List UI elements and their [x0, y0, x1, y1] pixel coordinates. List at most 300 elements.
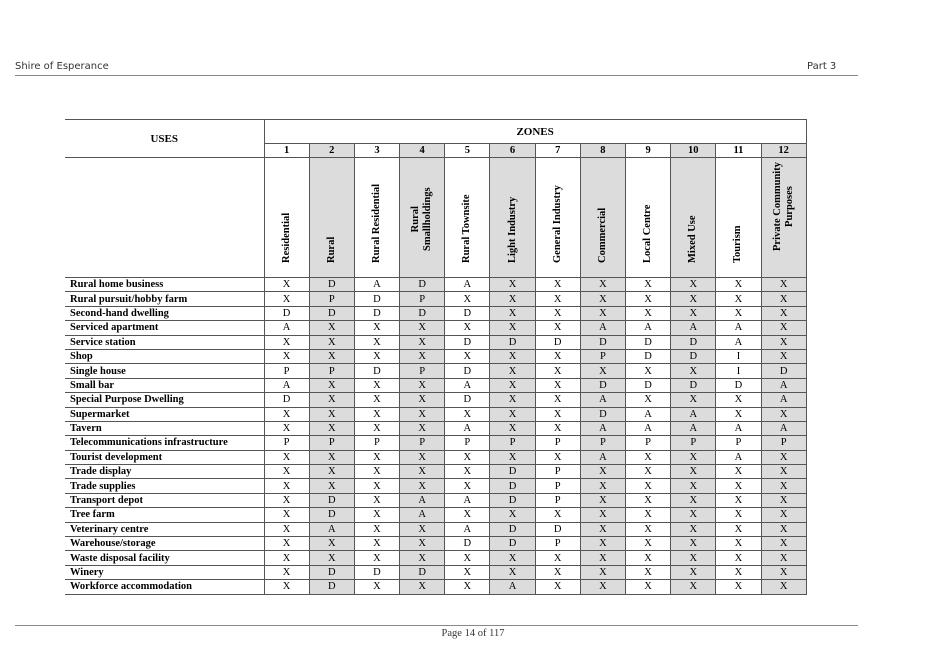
permission-cell: P — [309, 292, 354, 306]
table-row — [65, 465, 806, 479]
permission-cell: D — [490, 479, 535, 493]
zone-name-label: Residential — [280, 212, 292, 263]
zone-number: 10 — [671, 144, 716, 158]
table-row — [65, 508, 806, 522]
permission-cell: X — [264, 565, 309, 579]
permission-cell: X — [309, 393, 354, 407]
zone-number: 9 — [626, 144, 671, 158]
permission-cell: X — [626, 580, 671, 594]
permission-cell: X — [580, 580, 625, 594]
permission-cell: X — [445, 349, 490, 363]
permission-cell: X — [761, 522, 806, 536]
permission-cell: X — [309, 551, 354, 565]
zoning-table — [65, 119, 807, 595]
permission-cell: X — [400, 393, 445, 407]
permission-cell: P — [490, 436, 535, 450]
permission-cell: X — [400, 537, 445, 551]
permission-cell: X — [264, 465, 309, 479]
permission-cell: X — [400, 407, 445, 421]
permission-cell: D — [626, 378, 671, 392]
zone-name-label: Light Industry — [506, 196, 518, 263]
document-header-part: Part 3 — [807, 61, 837, 72]
permission-cell: A — [626, 421, 671, 435]
zone-name — [309, 158, 354, 278]
permission-cell: X — [400, 551, 445, 565]
document-header-title: Shire of Esperance — [15, 61, 109, 72]
permission-cell: A — [761, 393, 806, 407]
permission-cell: X — [490, 364, 535, 378]
permission-cell: A — [761, 378, 806, 392]
use-name: Supermarket — [65, 407, 264, 421]
permission-cell: X — [580, 522, 625, 536]
use-name: Shop — [65, 349, 264, 363]
permission-cell: X — [716, 479, 761, 493]
table-row — [65, 479, 806, 493]
use-name: Workforce accommodation — [65, 580, 264, 594]
use-name: Small bar — [65, 378, 264, 392]
permission-cell: X — [580, 292, 625, 306]
permission-cell: X — [264, 522, 309, 536]
permission-cell: A — [445, 278, 490, 292]
permission-cell: A — [264, 321, 309, 335]
permission-cell: X — [580, 508, 625, 522]
zone-number: 12 — [761, 144, 806, 158]
permission-cell: X — [671, 479, 716, 493]
permission-cell: D — [761, 364, 806, 378]
permission-cell: X — [264, 551, 309, 565]
permission-cell: D — [309, 508, 354, 522]
permission-cell: D — [264, 393, 309, 407]
permission-cell: X — [490, 378, 535, 392]
permission-cell: A — [309, 522, 354, 536]
permission-cell: D — [264, 306, 309, 320]
permission-cell: P — [264, 436, 309, 450]
permission-cell: X — [535, 393, 580, 407]
permission-cell: X — [761, 479, 806, 493]
permission-cell: X — [490, 450, 535, 464]
permission-cell: A — [671, 421, 716, 435]
zone-name-label: Local Centre — [642, 204, 654, 263]
permission-cell: X — [761, 537, 806, 551]
permission-cell: X — [716, 537, 761, 551]
permission-cell: X — [535, 450, 580, 464]
permission-cell: X — [309, 321, 354, 335]
use-name: Telecommunications infrastructure — [65, 436, 264, 450]
use-name: Waste disposal facility — [65, 551, 264, 565]
permission-cell: P — [309, 436, 354, 450]
permission-cell: X — [354, 508, 399, 522]
zone-name — [716, 158, 761, 278]
permission-cell: P — [580, 349, 625, 363]
zone-number: 2 — [309, 144, 354, 158]
permission-cell: X — [535, 321, 580, 335]
zone-number: 7 — [535, 144, 580, 158]
permission-cell: X — [490, 551, 535, 565]
permission-cell: X — [309, 407, 354, 421]
permission-cell: A — [671, 321, 716, 335]
permission-cell: A — [761, 421, 806, 435]
use-name: Trade display — [65, 465, 264, 479]
permission-cell: X — [626, 551, 671, 565]
permission-cell: X — [354, 393, 399, 407]
permission-cell: X — [671, 522, 716, 536]
use-name: Serviced apartment — [65, 321, 264, 335]
permission-cell: X — [264, 580, 309, 594]
permission-cell: X — [490, 321, 535, 335]
permission-cell: D — [400, 306, 445, 320]
permission-cell: X — [309, 465, 354, 479]
permission-cell: X — [535, 565, 580, 579]
zone-name — [264, 158, 309, 278]
permission-cell: X — [716, 522, 761, 536]
permission-cell: D — [671, 378, 716, 392]
table-row — [65, 551, 806, 565]
permission-cell: X — [626, 465, 671, 479]
permission-cell: X — [535, 421, 580, 435]
permission-cell: D — [309, 580, 354, 594]
permission-cell: X — [400, 421, 445, 435]
permission-cell: X — [490, 292, 535, 306]
zone-name-label: Private Community Purposes — [771, 162, 795, 251]
permission-cell: X — [580, 493, 625, 507]
zone-name — [445, 158, 490, 278]
zone-number: 4 — [400, 144, 445, 158]
permission-cell: X — [354, 479, 399, 493]
permission-cell: D — [445, 335, 490, 349]
permission-cell: D — [400, 565, 445, 579]
permission-cell: X — [354, 493, 399, 507]
permission-cell: D — [535, 335, 580, 349]
permission-cell: X — [400, 465, 445, 479]
permission-cell: D — [445, 537, 490, 551]
zone-name — [535, 158, 580, 278]
permission-cell: X — [445, 407, 490, 421]
permission-cell: X — [354, 522, 399, 536]
permission-cell: X — [580, 278, 625, 292]
permission-cell: X — [761, 407, 806, 421]
permission-cell: D — [671, 335, 716, 349]
permission-cell: P — [445, 436, 490, 450]
permission-cell: X — [626, 306, 671, 320]
zone-name-label: Rural — [325, 236, 337, 263]
permission-cell: X — [716, 306, 761, 320]
permission-cell: D — [309, 306, 354, 320]
header-divider — [15, 75, 858, 76]
use-name: Single house — [65, 364, 264, 378]
use-name: Tree farm — [65, 508, 264, 522]
zone-name-label: Rural Smallholdings — [410, 187, 434, 251]
permission-cell: X — [264, 537, 309, 551]
permission-cell: X — [400, 580, 445, 594]
permission-cell: X — [761, 465, 806, 479]
permission-cell: X — [716, 393, 761, 407]
permission-cell: X — [671, 580, 716, 594]
permission-cell: X — [580, 465, 625, 479]
permission-cell: X — [490, 565, 535, 579]
permission-cell: X — [761, 551, 806, 565]
permission-cell: P — [761, 436, 806, 450]
use-name: Tavern — [65, 421, 264, 435]
permission-cell: X — [626, 565, 671, 579]
permission-cell: X — [626, 278, 671, 292]
permission-cell: A — [445, 421, 490, 435]
permission-cell: X — [716, 580, 761, 594]
permission-cell: X — [264, 450, 309, 464]
zone-name — [671, 158, 716, 278]
permission-cell: X — [400, 378, 445, 392]
zone-number: 3 — [354, 144, 399, 158]
permission-cell: X — [671, 465, 716, 479]
table-row — [65, 565, 806, 579]
permission-cell: X — [490, 508, 535, 522]
permission-cell: X — [264, 407, 309, 421]
permission-cell: A — [580, 321, 625, 335]
permission-cell: X — [671, 565, 716, 579]
permission-cell: X — [671, 450, 716, 464]
table-row — [65, 407, 806, 421]
zone-name — [580, 158, 625, 278]
permission-cell: X — [309, 537, 354, 551]
permission-cell: X — [264, 508, 309, 522]
permission-cell: A — [716, 335, 761, 349]
permission-cell: X — [580, 551, 625, 565]
permission-cell: D — [490, 522, 535, 536]
permission-cell: X — [264, 479, 309, 493]
permission-cell: D — [309, 565, 354, 579]
permission-cell: X — [264, 335, 309, 349]
permission-cell: X — [626, 522, 671, 536]
permission-cell: X — [445, 580, 490, 594]
permission-cell: X — [400, 522, 445, 536]
permission-cell: I — [716, 349, 761, 363]
permission-cell: D — [309, 493, 354, 507]
zone-number: 8 — [580, 144, 625, 158]
permission-cell: X — [445, 465, 490, 479]
permission-cell: X — [309, 335, 354, 349]
permission-cell: A — [445, 378, 490, 392]
permission-cell: X — [716, 292, 761, 306]
permission-cell: P — [400, 436, 445, 450]
permission-cell: D — [716, 378, 761, 392]
permission-cell: X — [490, 421, 535, 435]
zone-number: 5 — [445, 144, 490, 158]
permission-cell: X — [671, 306, 716, 320]
table-row — [65, 335, 806, 349]
use-name: Trade supplies — [65, 479, 264, 493]
zone-name-label: Commercial — [596, 207, 608, 263]
permission-cell: X — [716, 508, 761, 522]
permission-cell: X — [626, 292, 671, 306]
permission-cell: X — [535, 292, 580, 306]
permission-cell: X — [761, 306, 806, 320]
permission-cell: X — [354, 450, 399, 464]
permission-cell: X — [716, 278, 761, 292]
permission-cell: X — [400, 349, 445, 363]
permission-cell: X — [445, 565, 490, 579]
permission-cell: X — [761, 508, 806, 522]
permission-cell: D — [580, 335, 625, 349]
permission-cell: X — [445, 321, 490, 335]
permission-cell: X — [309, 421, 354, 435]
zone-number: 11 — [716, 144, 761, 158]
zone-name — [490, 158, 535, 278]
permission-cell: X — [354, 321, 399, 335]
permission-cell: X — [354, 407, 399, 421]
table-row — [65, 292, 806, 306]
permission-cell: X — [535, 407, 580, 421]
permission-cell: A — [716, 321, 761, 335]
table-row — [65, 364, 806, 378]
table-row — [65, 436, 806, 450]
permission-cell: A — [626, 407, 671, 421]
zone-name-row — [65, 158, 806, 278]
permission-cell: D — [445, 306, 490, 320]
permission-cell: X — [309, 479, 354, 493]
permission-cell: X — [535, 364, 580, 378]
permission-cell: A — [580, 393, 625, 407]
permission-cell: X — [445, 508, 490, 522]
zone-number: 6 — [490, 144, 535, 158]
permission-cell: X — [761, 321, 806, 335]
permission-cell: X — [400, 321, 445, 335]
permission-cell: A — [400, 493, 445, 507]
permission-cell: X — [264, 421, 309, 435]
permission-cell: D — [626, 349, 671, 363]
permission-cell: D — [354, 306, 399, 320]
permission-cell: I — [716, 364, 761, 378]
permission-cell: P — [264, 364, 309, 378]
permission-cell: X — [264, 493, 309, 507]
permission-cell: X — [400, 335, 445, 349]
permission-cell: X — [626, 450, 671, 464]
table-row — [65, 306, 806, 320]
use-name: Tourist development — [65, 450, 264, 464]
permission-cell: P — [626, 436, 671, 450]
permission-cell: A — [400, 508, 445, 522]
permission-cell: X — [626, 537, 671, 551]
zone-name-label: Rural Residential — [370, 183, 382, 263]
permission-cell: X — [264, 292, 309, 306]
permission-cell: D — [490, 335, 535, 349]
permission-cell: P — [580, 436, 625, 450]
permission-cell: P — [716, 436, 761, 450]
permission-cell: X — [535, 378, 580, 392]
permission-cell: X — [626, 393, 671, 407]
permission-cell: X — [490, 407, 535, 421]
use-name: Rural home business — [65, 278, 264, 292]
permission-cell: X — [671, 537, 716, 551]
permission-cell: X — [354, 378, 399, 392]
uses-heading: USES — [65, 120, 264, 158]
footer-divider — [15, 625, 858, 626]
permission-cell: X — [580, 306, 625, 320]
table-row — [65, 522, 806, 536]
table-row — [65, 349, 806, 363]
permission-cell: A — [716, 450, 761, 464]
permission-cell: X — [490, 306, 535, 320]
permission-cell: X — [671, 364, 716, 378]
table-row — [65, 321, 806, 335]
permission-cell: D — [400, 278, 445, 292]
permission-cell: X — [535, 306, 580, 320]
permission-cell: X — [716, 465, 761, 479]
permission-cell: X — [354, 551, 399, 565]
permission-cell: X — [309, 450, 354, 464]
permission-cell: X — [535, 580, 580, 594]
permission-cell: A — [445, 522, 490, 536]
permission-cell: X — [716, 493, 761, 507]
zones-heading: ZONES — [264, 120, 806, 144]
permission-cell: X — [761, 450, 806, 464]
permission-cell: X — [535, 278, 580, 292]
permission-cell: D — [490, 493, 535, 507]
permission-cell: X — [354, 349, 399, 363]
permission-cell: X — [264, 278, 309, 292]
use-name: Transport depot — [65, 493, 264, 507]
permission-cell: D — [354, 364, 399, 378]
permission-cell: X — [400, 479, 445, 493]
permission-cell: X — [626, 364, 671, 378]
permission-cell: X — [535, 349, 580, 363]
permission-cell: P — [400, 292, 445, 306]
permission-cell: X — [671, 393, 716, 407]
permission-cell: X — [354, 537, 399, 551]
zoning-table-body — [65, 278, 806, 595]
permission-cell: P — [309, 364, 354, 378]
permission-cell: X — [761, 493, 806, 507]
permission-cell: X — [671, 551, 716, 565]
permission-cell: X — [535, 551, 580, 565]
permission-cell: P — [400, 364, 445, 378]
permission-cell: P — [535, 537, 580, 551]
permission-cell: D — [626, 335, 671, 349]
permission-cell: X — [490, 349, 535, 363]
permission-cell: X — [626, 508, 671, 522]
permission-cell: X — [761, 349, 806, 363]
table-row — [65, 537, 806, 551]
permission-cell: A — [354, 278, 399, 292]
zone-name-label: Tourism — [732, 225, 744, 263]
table-row — [65, 493, 806, 507]
uses-spacer — [65, 158, 264, 278]
permission-cell: X — [671, 508, 716, 522]
permission-cell: D — [580, 378, 625, 392]
permission-cell: X — [626, 493, 671, 507]
permission-cell: X — [761, 580, 806, 594]
permission-cell: A — [445, 493, 490, 507]
permission-cell: A — [716, 421, 761, 435]
permission-cell: X — [354, 465, 399, 479]
permission-cell: D — [445, 364, 490, 378]
permission-cell: X — [354, 421, 399, 435]
permission-cell: X — [671, 292, 716, 306]
use-name: Second-hand dwelling — [65, 306, 264, 320]
permission-cell: P — [671, 436, 716, 450]
permission-cell: D — [309, 278, 354, 292]
permission-cell: X — [716, 551, 761, 565]
permission-cell: D — [445, 393, 490, 407]
table-row — [65, 393, 806, 407]
use-name: Winery — [65, 565, 264, 579]
permission-cell: X — [761, 292, 806, 306]
permission-cell: X — [580, 479, 625, 493]
use-name: Warehouse/storage — [65, 537, 264, 551]
table-row — [65, 278, 806, 292]
permission-cell: X — [580, 364, 625, 378]
use-name: Special Purpose Dwelling — [65, 393, 264, 407]
permission-cell: X — [354, 335, 399, 349]
permission-cell: D — [535, 522, 580, 536]
